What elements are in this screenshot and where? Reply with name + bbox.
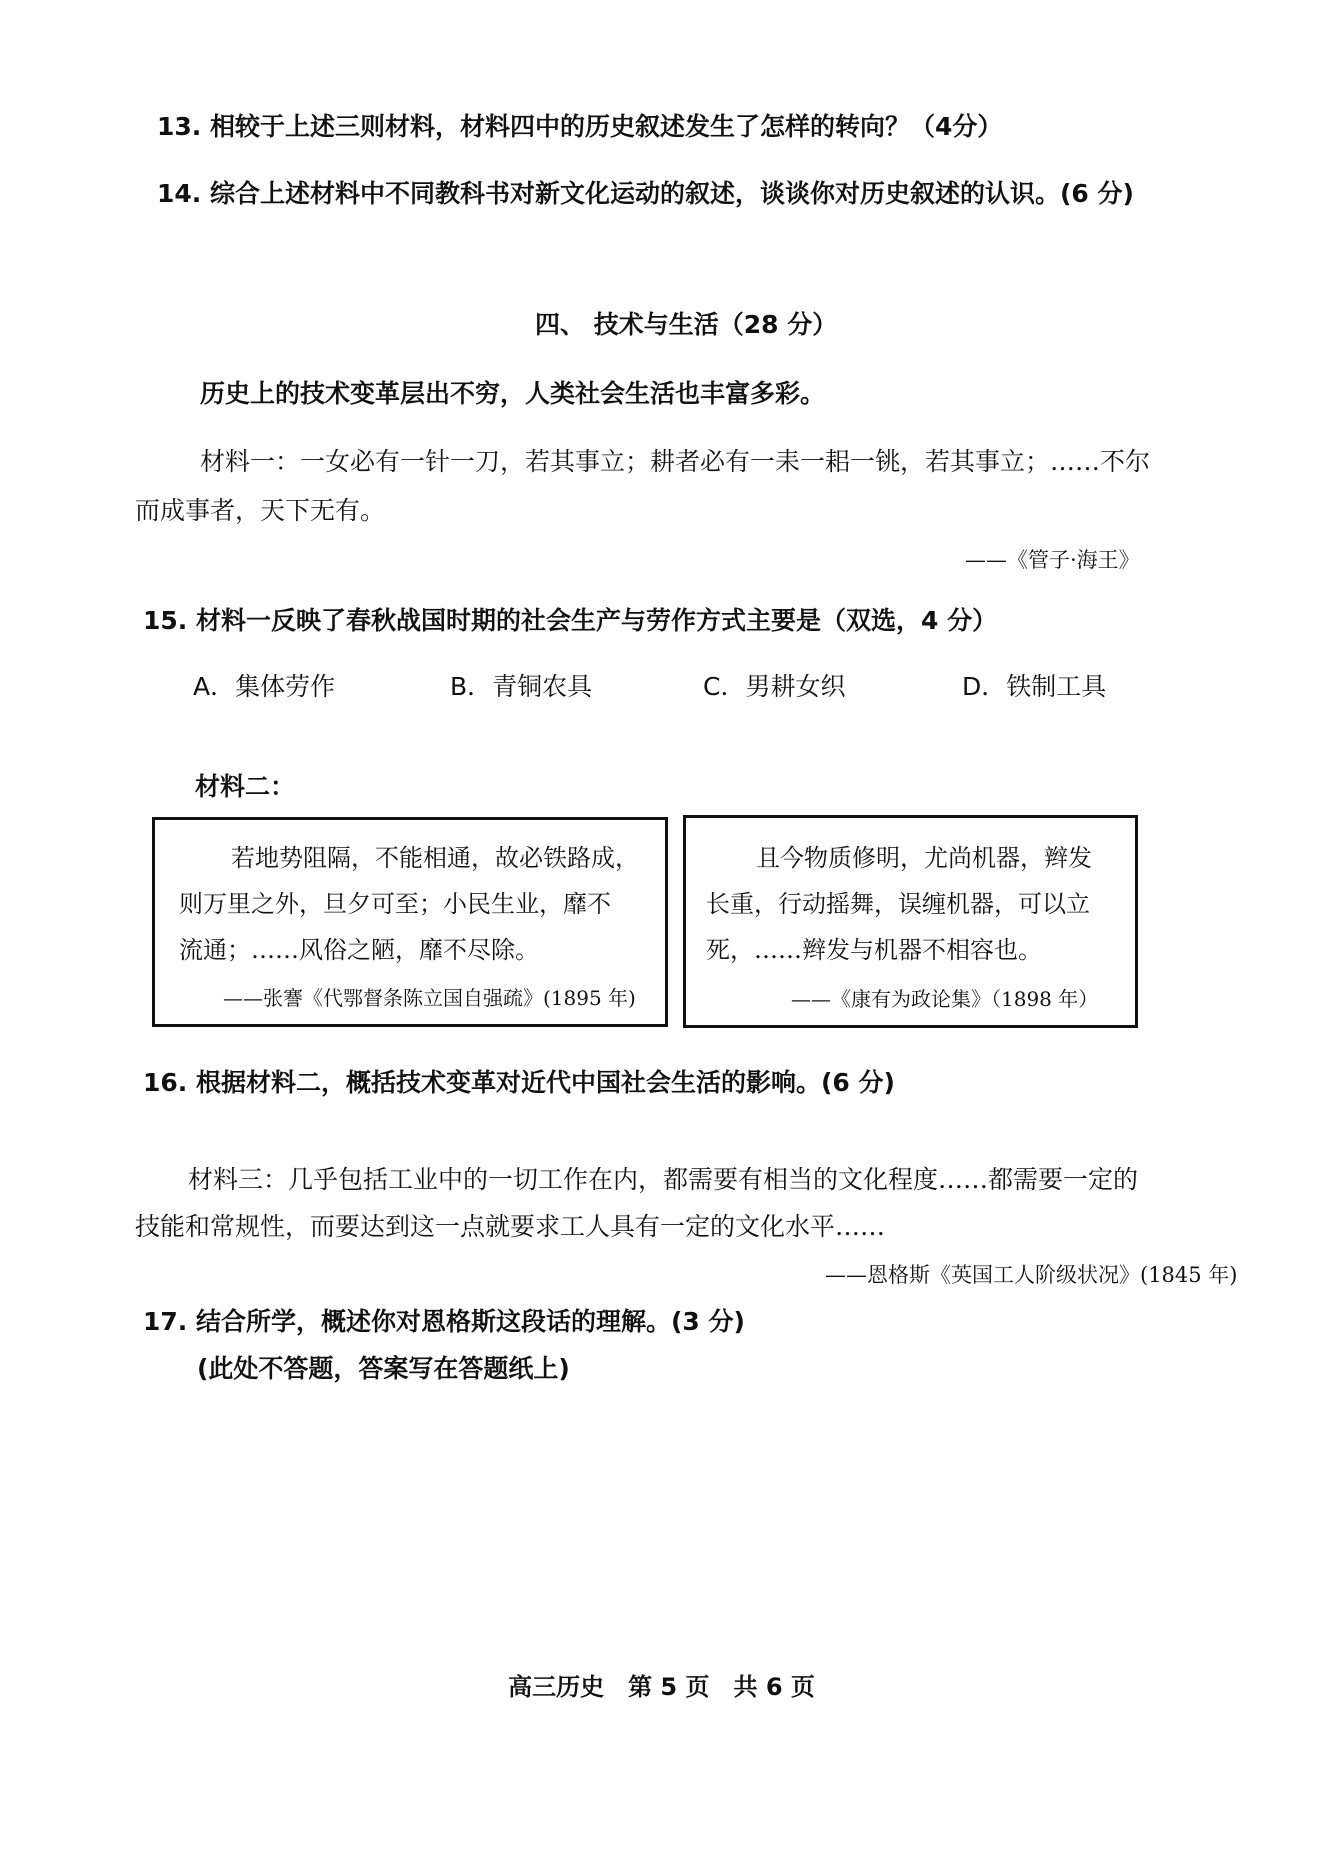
material2-left-box	[152, 817, 668, 1027]
material1-line2: 而成事者，天下无有。	[135, 496, 386, 525]
material1-source: ——《管子·海王》	[965, 548, 1140, 572]
material2-right-line2: 长重，行动摇舞，误缠机器，可以立	[706, 890, 1090, 918]
material2-right-box	[683, 815, 1138, 1028]
question-16: 16. 根据材料二，概括技术变革对近代中国社会生活的影响。(6 分)	[143, 1068, 895, 1097]
option-d: D．铁制工具	[962, 672, 1107, 701]
material2-right-source: ——《康有为政论集》（1898 年）	[791, 987, 1099, 1011]
section-intro: 历史上的技术变革层出不穷，人类社会生活也丰富多彩。	[200, 379, 826, 408]
question-14: 14. 综合上述材料中不同教科书对新文化运动的叙述，谈谈你对历史叙述的认识。(6 分)	[157, 179, 1134, 208]
option-b: B．青铜农具	[450, 672, 593, 701]
material2-right-line3: 死，……辫发与机器不相容也。	[706, 936, 1042, 964]
material3-source: ——恩格斯《英国工人阶级状况》(1845 年)	[825, 1263, 1238, 1287]
question-13: 13. 相较于上述三则材料，材料四中的历史叙述发生了怎样的转向？（4分）	[157, 112, 1003, 141]
material2-left-line3: 流通；……风俗之陋，靡不尽除。	[179, 936, 539, 964]
page-footer: 高三历史 第 5 页 共 6 页	[508, 1673, 815, 1701]
section-title: 四、 技术与生活（28 分）	[535, 310, 838, 339]
material2-left-source: ——张謇《代鄂督条陈立国自强疏》(1895 年)	[223, 986, 636, 1010]
material2-left-line1: 若地势阻隔，不能相通，故必铁路成，	[231, 844, 639, 872]
option-c: C．男耕女织	[703, 672, 846, 701]
question-17: 17. 结合所学，概述你对恩格斯这段话的理解。(3 分)	[143, 1307, 745, 1336]
material2-label: 材料二：	[195, 772, 296, 801]
option-a: A．集体劳作	[193, 672, 336, 701]
material3-line1: 材料三：几乎包括工业中的一切工作在内，都需要有相当的文化程度……都需要一定的	[188, 1165, 1139, 1194]
material3-line2: 技能和常规性，而要达到这一点就要求工人具有一定的文化水平……	[135, 1212, 886, 1241]
material2-left-line2: 则万里之外，旦夕可至；小民生业，靡不	[179, 890, 611, 918]
question-15: 15. 材料一反映了春秋战国时期的社会生产与劳作方式主要是（双选，4 分）	[143, 606, 998, 635]
material2-right-line1: 且今物质修明，尤尚机器，辫发	[756, 844, 1092, 872]
material1-line1: 材料一：一女必有一针一刀，若其事立；耕者必有一耒一耜一铫，若其事立；……不尔	[200, 447, 1151, 476]
answer-note: (此处不答题，答案写在答题纸上)	[197, 1354, 570, 1383]
